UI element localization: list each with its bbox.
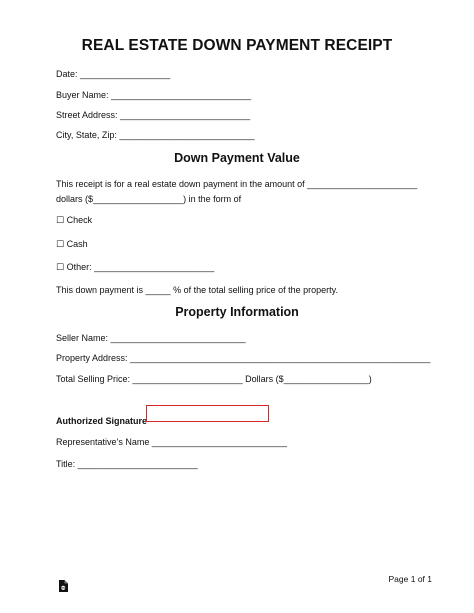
title-field[interactable]: Title: ________________________ <box>56 459 198 469</box>
down-payment-dollars-line[interactable]: dollars ($__________________) in the form of <box>56 194 242 204</box>
down-payment-amount-line[interactable]: This receipt is for a real estate down payment in the amount of ______________________ <box>56 179 418 189</box>
payment-option-check[interactable]: ☐ Check <box>56 215 93 225</box>
street-address-field[interactable]: Street Address: __________________________ <box>56 110 251 120</box>
authorized-signature-label: Authorized Signature <box>56 416 148 426</box>
total-selling-price-field[interactable]: Total Selling Price: ______________________ Dollars ($_________________) <box>56 374 372 384</box>
down-payment-percent-line[interactable]: This down payment is _____ % of the total selling price of the property. <box>56 285 338 295</box>
buyer-name-field[interactable]: Buyer Name: ____________________________ <box>56 90 252 100</box>
date-field[interactable]: Date: __________________ <box>56 69 171 79</box>
property-information-heading: Property Information <box>175 305 299 319</box>
payment-option-cash[interactable]: ☐ Cash <box>56 239 88 249</box>
payment-option-other[interactable]: ☐ Other: ________________________ <box>56 262 215 272</box>
city-state-zip-field[interactable]: City, State, Zip: ___________________________ <box>56 130 255 140</box>
signature-box[interactable] <box>146 405 269 422</box>
down-payment-heading: Down Payment Value <box>174 151 300 165</box>
property-address-field[interactable]: Property Address: ____________________________________________________________ <box>56 353 431 363</box>
page-number: Page 1 of 1 <box>388 574 432 584</box>
seller-name-field[interactable]: Seller Name: ___________________________ <box>56 333 246 343</box>
document-title: REAL ESTATE DOWN PAYMENT RECEIPT <box>81 37 393 54</box>
eforms-logo-icon <box>58 580 68 592</box>
representative-name-field[interactable]: Representative’s Name ___________________________ <box>56 437 288 447</box>
